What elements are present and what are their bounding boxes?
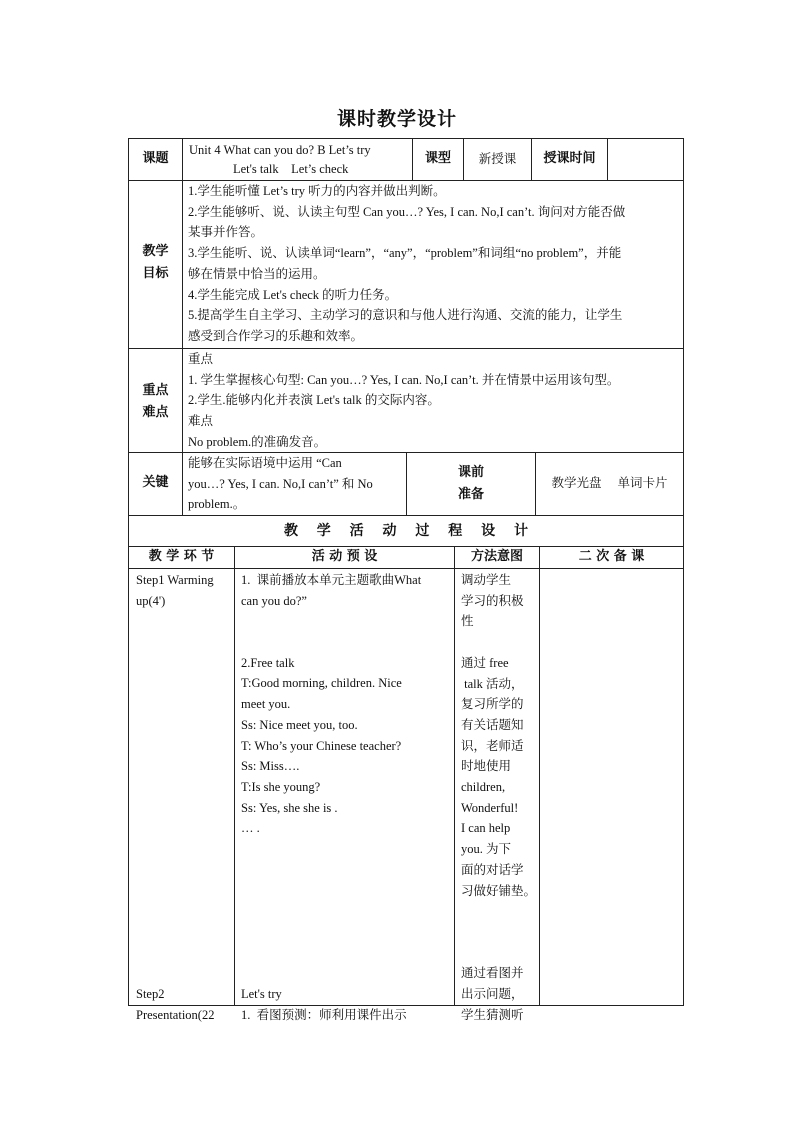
stage-line: Step1 Warming xyxy=(136,573,214,587)
activity-line: meet you. xyxy=(241,697,291,712)
intent-line: 学生猜测听 xyxy=(461,1007,524,1022)
keypoints-label-line-1: 重点 xyxy=(142,383,169,398)
teaching-time-value xyxy=(608,139,684,180)
activity-header-row xyxy=(128,515,684,547)
intent-line: 调动学生 xyxy=(461,573,512,587)
objective-line: 某事并作答。 xyxy=(188,225,264,240)
activity-line: Ss: Yes, she she is . xyxy=(241,800,338,815)
intent-line: 通过 free xyxy=(461,655,509,670)
subject-line-2: Let's talk Let’s check xyxy=(233,162,349,176)
intent-line: 时地使用 xyxy=(461,759,512,774)
intent-line: 出示问题， xyxy=(461,987,524,1002)
stage-column xyxy=(136,570,234,1025)
objectives-content xyxy=(188,181,683,347)
activity-line: T:Good morning, children. Nice xyxy=(241,676,402,691)
objective-line: 1.学生能听懂 Let’s try 听力的内容并做出判断。 xyxy=(188,184,446,198)
activity-header: 教 学 活 动 过 程 设 计 xyxy=(283,522,529,539)
activity-line xyxy=(241,632,453,653)
page-title: 课时教学设计 xyxy=(336,108,457,130)
label-lesson-type: 课型 xyxy=(424,151,451,167)
keypoint-line: 重点 xyxy=(188,352,214,366)
column-header-intent: 方法意图 xyxy=(470,549,523,565)
intent-column xyxy=(461,570,539,1025)
objectives-label-line-1: 教学 xyxy=(142,244,169,259)
label-subject: 课题 xyxy=(142,151,169,167)
subject-line-1: Unit 4 What can you do? B Let’s try xyxy=(189,143,371,157)
objective-line: 5.提高学生自主学习、主动学习的意识和与他人进行沟通、交流的能力，让学生 xyxy=(188,308,623,323)
key-content xyxy=(188,453,404,515)
keypoint-line: No problem.的准确发音。 xyxy=(188,434,327,449)
objective-line: 够在情景中恰当的运用。 xyxy=(188,266,326,281)
objective-line: 4.学生能完成 Let's check 的听力任务。 xyxy=(188,287,398,302)
intent-line: you. 为下 xyxy=(461,842,512,857)
keypoint-line: 2.学生.能够内化并表演 Let's talk 的交际内容。 xyxy=(188,393,440,408)
activity-line: 1. 看图预测：师利用课件出示 xyxy=(241,1007,407,1022)
activity-line xyxy=(241,611,453,632)
column-header-activity: 活 动 预 设 xyxy=(311,549,378,565)
activity-line: … . xyxy=(241,821,260,836)
objective-line: 2.学生能够听、说、认读主句型 Can you…? Yes, I can. No,I can’t. 询问对方能否做 xyxy=(188,204,626,219)
lesson-info-table xyxy=(128,138,684,516)
intent-line: 性 xyxy=(461,614,474,629)
activity-line: T:Is she young? xyxy=(241,780,321,794)
intent-line: 面的对话学 xyxy=(461,862,524,877)
stage-line: Presentation(22 xyxy=(136,1007,215,1022)
activity-line: T: Who’s your Chinese teacher? xyxy=(241,738,402,753)
activity-line: 1. 课前播放本单元主题歌曲What xyxy=(241,573,422,587)
prep-label-line-2: 准备 xyxy=(457,487,484,502)
label-key: 关键 xyxy=(142,475,169,491)
intent-line: 习做好铺垫。 xyxy=(461,883,537,898)
intent-line: 有关话题知 xyxy=(461,717,524,732)
activity-line: Let's try xyxy=(241,987,282,1001)
column-header-stage: 教 学 环 节 xyxy=(148,549,215,565)
keypoints-label-line-2: 难点 xyxy=(142,405,169,420)
stage-line: Step2 xyxy=(136,987,165,1001)
prep-label-line-1: 课前 xyxy=(457,465,484,480)
label-teaching-time: 授课时间 xyxy=(543,151,596,167)
intent-line: 复习所学的 xyxy=(461,697,524,712)
subject-value xyxy=(183,139,412,180)
key-line: problem.。 xyxy=(188,497,246,512)
intent-line: children, xyxy=(461,780,506,795)
key-points-content xyxy=(188,349,683,453)
label-objectives xyxy=(129,241,182,285)
preparation-value: 教学光盘 单词卡片 xyxy=(551,475,668,491)
key-line: 能够在实际语境中运用 “Can xyxy=(188,456,342,470)
column-header-second-prep: 二 次 备 课 xyxy=(578,549,645,565)
objective-line: 感受到合作学习的乐趣和效率。 xyxy=(188,328,364,343)
activity-line: Ss: Nice meet you, too. xyxy=(241,717,358,732)
activity-line: can you do?” xyxy=(241,593,307,608)
intent-line: 通过看图并 xyxy=(461,966,524,981)
stage-line: up(4') xyxy=(136,593,166,608)
objective-line: 3.学生能听、说、认读单词“learn”，“any”，“problem”和词组“no problem”，并能 xyxy=(188,246,622,261)
objectives-label-line-2: 目标 xyxy=(142,266,169,281)
label-preparation xyxy=(407,462,535,506)
activity-column xyxy=(241,570,453,1025)
label-key-points xyxy=(129,380,182,424)
key-line: you…? Yes, I can. No,I can’t” 和 No xyxy=(188,476,373,491)
keypoint-line: 1. 学生掌握核心句型: Can you…? Yes, I can. No,I can’t. 并在情景中运用该句型。 xyxy=(188,372,620,387)
intent-line: Wonderful! xyxy=(461,800,519,815)
activity-table xyxy=(128,546,684,1022)
intent-line: talk 活动， xyxy=(461,676,524,691)
intent-line: I can help xyxy=(461,821,511,836)
activity-line: Ss: Miss…. xyxy=(241,759,300,774)
keypoint-line: 难点 xyxy=(188,414,214,429)
lesson-type-value: 新授课 xyxy=(478,151,517,167)
intent-line: 识，老师适 xyxy=(461,738,524,753)
intent-line: 学习的积极 xyxy=(461,593,524,608)
activity-line: 2.Free talk xyxy=(241,655,295,670)
